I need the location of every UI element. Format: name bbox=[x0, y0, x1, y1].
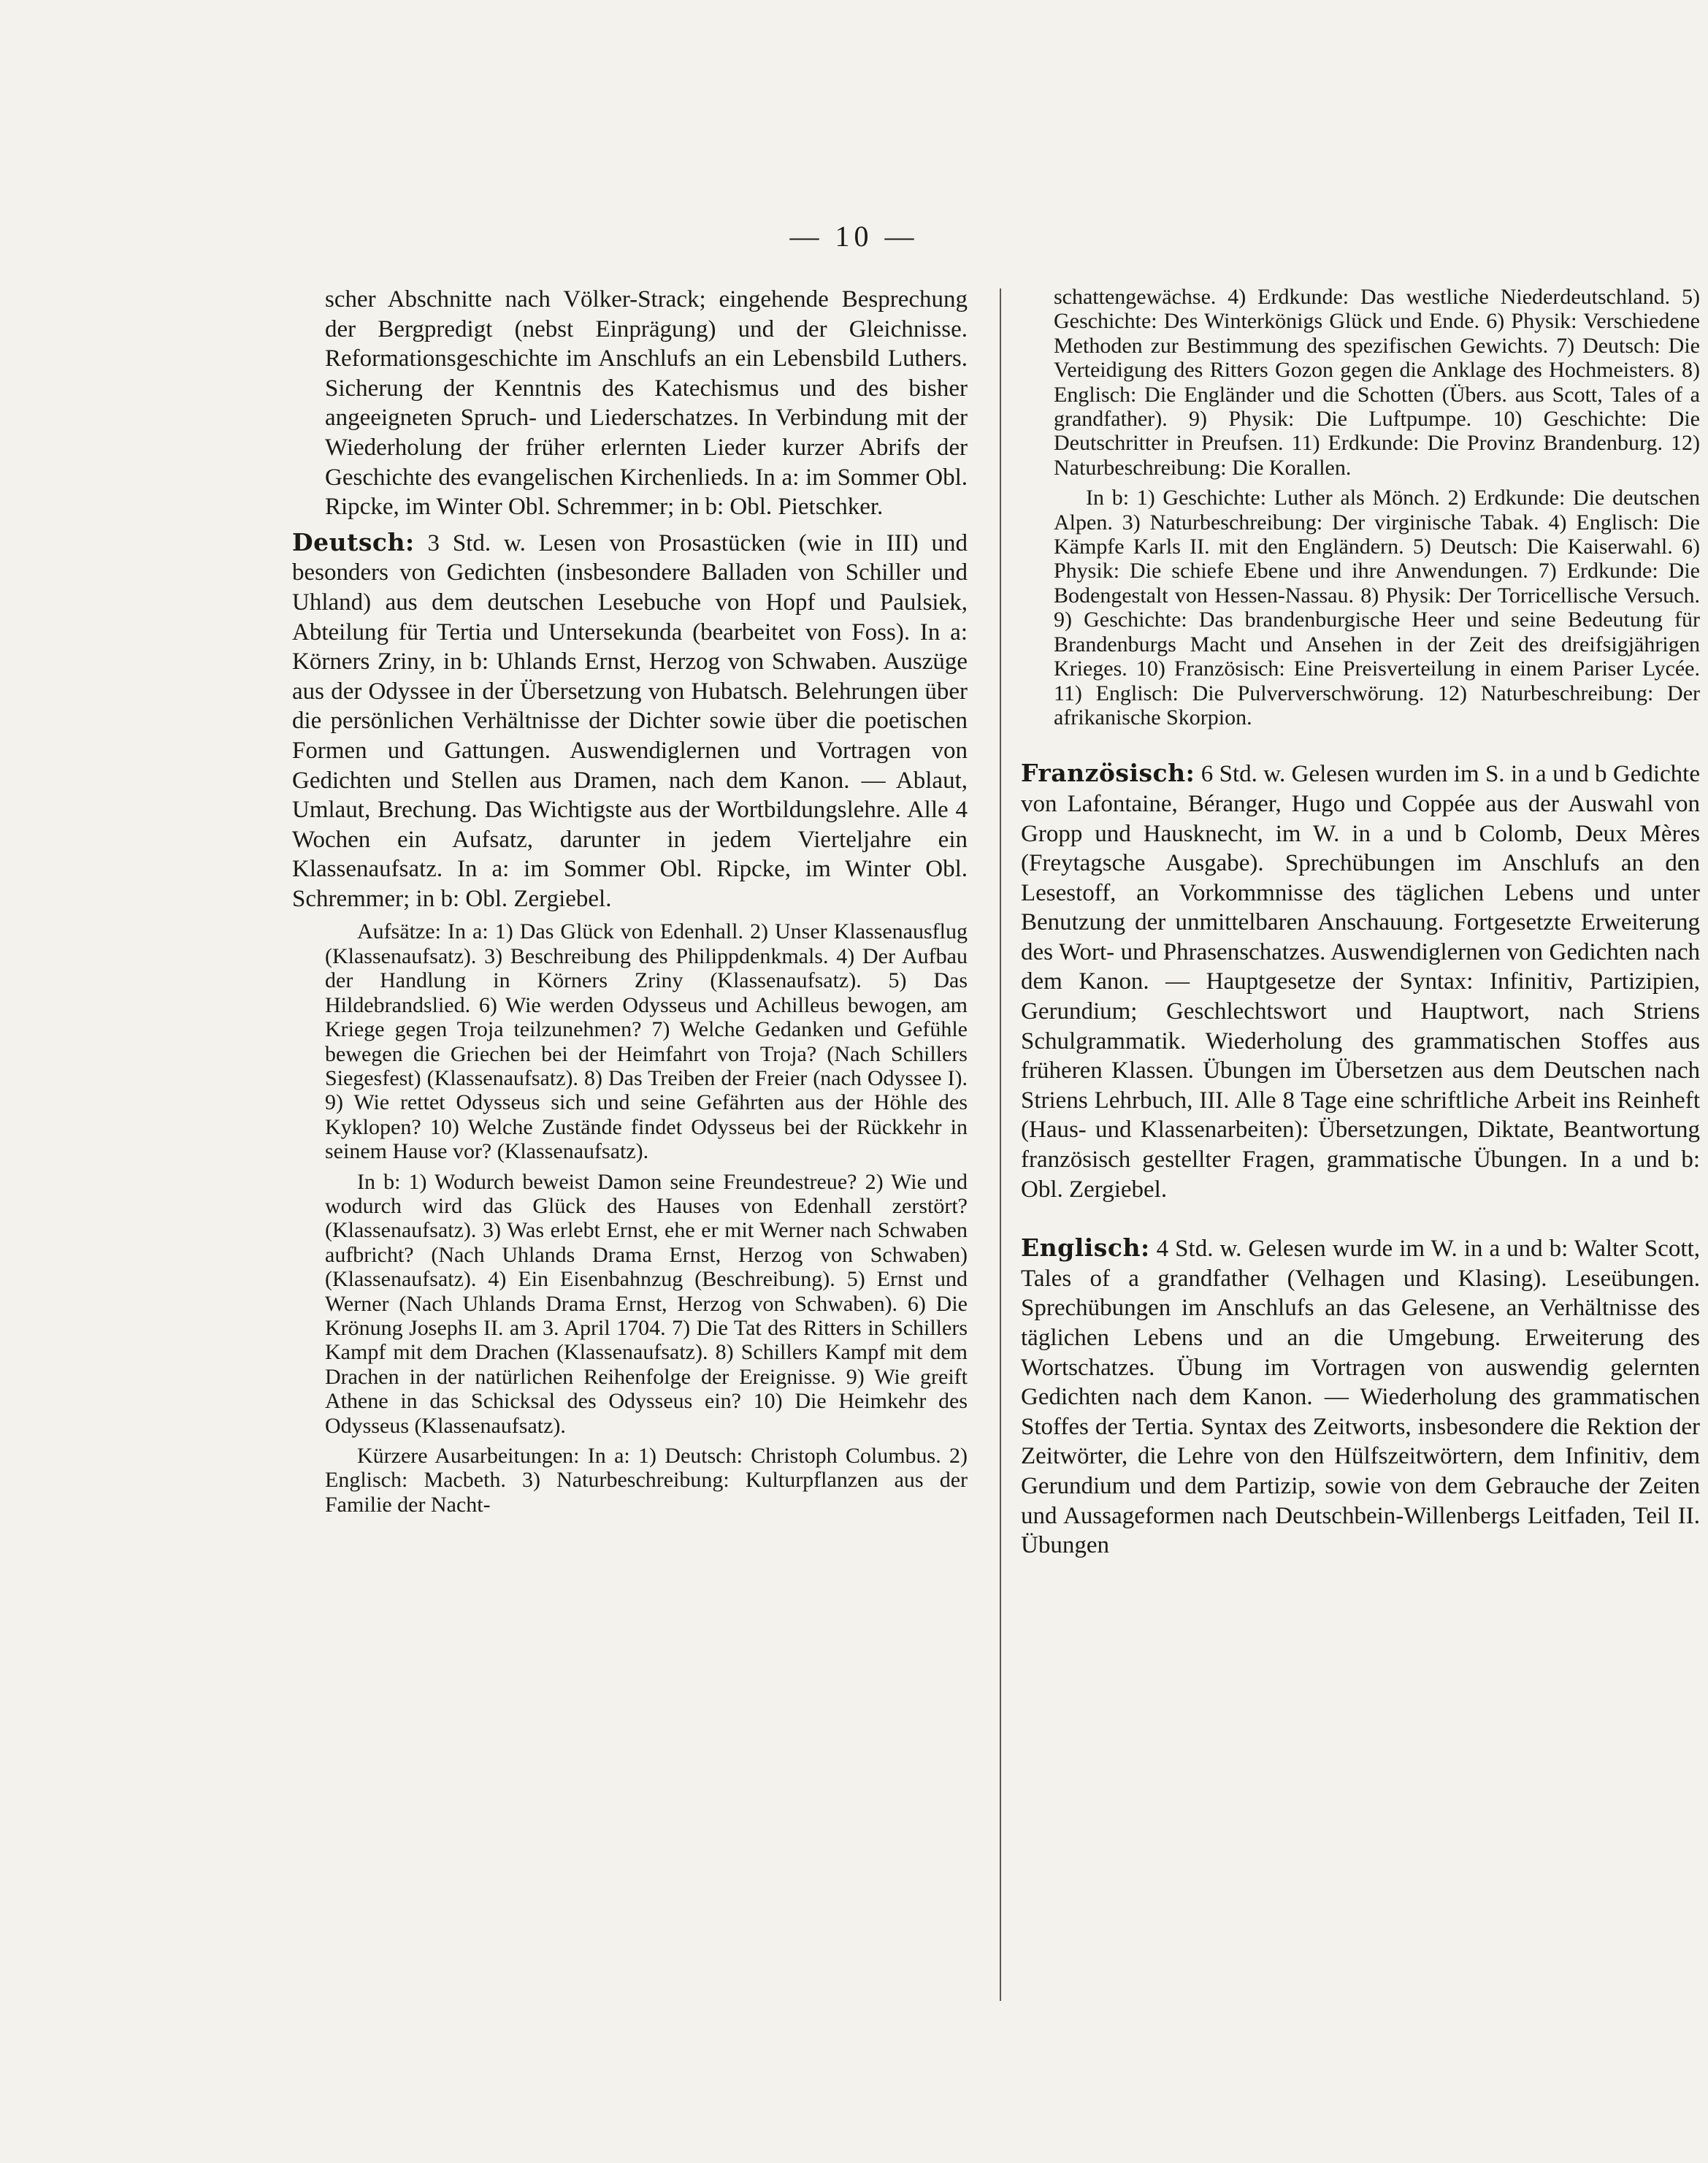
franzoesisch-section bbox=[1021, 759, 1700, 1204]
englisch-text: 4 Std. w. Gelesen wurde im W. in a und b: Walter Scott, Tales of a grandfather (Velhagen und Klasing). Leseübungen. Sprechübungen im Anschlufs an das Gelesene, an Verhältnisse des täglichen Lebens und an die Umgebung. Erweiterung des Wortschatzes. Übung im Vortragen von auswendig gelernten Gedichten nach dem Kanon. — Wiederholung des grammatischen Stoffes der Tertia. Syntax des Zeitworts, insbesondere die Rektion der Zeitwörter, die Lehre von den Hülfszeitwörtern, dem Infinitiv, dem Gerundium und dem Partizip, sowie von dem Gebrauche der Zeiten und Aussageformen nach Deutschbein-Willenbergs Leitfaden, Teil II. Übungen bbox=[1021, 1236, 1700, 1559]
englisch-heading: Englisch: bbox=[1021, 1233, 1150, 1263]
deutsch-text: 3 Std. w. Lesen von Prosastücken (wie in III) und besonders von Gedichten (insbesondere Balladen von Schiller und Uhland) aus dem deutschen Lesebuche von Hopf und Paulsiek, Abteilung für Tertia und Untersekunda (bearbeitet von Foss). In a: Körners Zriny, in b: Uhlands Ernst, Herzog von Schwaben. Auszüge aus der Odyssee in der Übersetzung von Hubatsch. Belehrungen über die persönlichen Verhältnisse der Dichter sowie über die poetischen Formen und Gattungen. Auswendiglernen und Vortragen von Gedichten und Stellen aus Dramen, nach dem Kanon. — Ablaut, Umlaut, Brechung. Das Wichtigste aus der Wortbildungslehre. Alle 4 Wochen ein Aufsatz, darunter in jedem Vierteljahre ein Klassenaufsatz. In a: im Sommer Obl. Ripcke, im Winter Obl. Schremmer; in b: Obl. Zergiebel. bbox=[292, 529, 968, 912]
englisch-section bbox=[1021, 1233, 1700, 1561]
page-number: — 10 — bbox=[789, 220, 919, 253]
kuerzere-a-continued: schattengewächse. 4) Erdkunde: Das westliche Niederdeutschland. 5) Geschichte: Des Winterkönigs Glück und Ende. 6) Physik: Verschiedene Methoden zur Bestimmung des spezifischen Gewichts. 7) Deutsch: Die Verteidigung des Ritters Gozon gegen die Anklage des Hochmeisters. 8) Englisch: Die Engländer und die Schotten (Übers. aus Scott, Tales of a grandfather). 9) Physik: Die Luftpumpe. 10) Geschichte: Die Deutschritter in Preufsen. 11) Erdkunde: Die Provinz Brandenburg. 12) Naturbeschreibung: Die Korallen. bbox=[1054, 285, 1700, 480]
kuerzere-b: In b: 1) Geschichte: Luther als Mönch. 2) Erdkunde: Die deutschen Alpen. 3) Naturbeschreibung: Der virginische Tabak. 4) Englisch: Die Kämpfe Karls II. mit den Engländern. 5) Deutsch: Die Kaiserwahl. 6) Physik: Die schiefe Ebene und ihre Anwendungen. 7) Erdkunde: Die Bodengestalt von Hessen-Nassau. 8) Physik: Der Torricellische Versuch. 9) Geschichte: Das brandenburgische Heer und seine Bedeutung für Brandenburgs Macht und Ansehen in der Zeit des dreifsigjährigen Krieges. 10) Französisch: Eine Preisverteilung in einem Pariser Lycée. 11) Englisch: Die Pulververschwörung. 12) Naturbeschreibung: Der afrikanische Skorpion. bbox=[1054, 486, 1700, 730]
aufsaetze-a: Aufsätze: In a: 1) Das Glück von Edenhall. 2) Unser Klassenausflug (Klassenaufsatz). 3) Beschreibung des Philippdenkmals. 4) Der Aufbau der Handlung in Körners Zriny (Klassenaufsatz). 5) Das Hildebrandslied. 6) Wie werden Odysseus und Achilleus bewogen, am Kriege gegen Troja teilzunehmen? 7) Welche Gedanken und Gefühle bewegen die Griechen bei der Heimfahrt von Troja? (Nach Schillers Siegesfest) (Klassenaufsatz). 8) Das Treiben der Freier (nach Odyssee I). 9) Wie rettet Odysseus sich und seine Gefährten aus der Höhle des Kyklopen? 10) Welche Zustände findet Odysseus bei der Rückkehr in seinem Hause vor? (Klassenaufsatz). bbox=[325, 919, 968, 1164]
deutsch-section bbox=[292, 528, 968, 914]
kuerzere-ausarbeitungen: Kürzere Ausarbeitungen: In a: 1) Deutsch: Christoph Columbus. 2) Englisch: Macbeth. 3) Naturbeschreibung: Kulturpflanzen aus der Familie der Nacht- bbox=[325, 1444, 968, 1517]
right-column bbox=[1021, 285, 1700, 1561]
religion-continuation: scher Abschnitte nach Völker-Strack; eingehende Besprechung der Bergpredigt (nebst Einprägung) und der Gleichnisse. Reformationsgeschichte im Anschlufs an ein Lebensbild Luthers. Sicherung der Kenntnis des Katechismus und des bisher angeeigneten Spruch- und Liederschatzes. In Verbindung mit der Wiederholung der früher erlernten Lieder kurzer Abrifs der Geschichte des evangelischen Kirchenlieds. In a: im Sommer Obl. Ripcke, im Winter Obl. Schremmer; in b: Obl. Pietschker. bbox=[325, 286, 968, 521]
column-divider bbox=[1000, 288, 1001, 2001]
deutsch-heading: Deutsch: bbox=[292, 527, 415, 556]
left-column bbox=[292, 285, 968, 1517]
franzoesisch-heading: Französisch: bbox=[1021, 759, 1195, 788]
aufsaetze-b: In b: 1) Wodurch beweist Damon seine Freundestreue? 2) Wie und wodurch wird das Glück des Hauses von Edenhall zerstört? (Klassenaufsatz). 3) Was erlebt Ernst, ehe er mit Werner nach Schwaben aufbricht? (Nach Uhlands Drama Ernst, Herzog von Schwaben) (Klassenaufsatz). 4) Ein Eisenbahnzug (Beschreibung). 5) Ernst und Werner (Nach Uhlands Drama Ernst, Herzog von Schwaben). 6) Die Krönung Josephs II. am 3. April 1704. 7) Die Tat des Ritters in Schillers Kampf mit dem Drachen (Klassenaufsatz). 8) Schillers Kampf mit dem Drachen in der natürlichen Reihenfolge der Ereignisse. 9) Wie greift Athene in das Schicksal des Odysseus ein? 10) Die Heimkehr des Odysseus (Klassenaufsatz). bbox=[325, 1169, 968, 1438]
franzoesisch-text: 6 Std. w. Gelesen wurden im S. in a und b Gedichte von Lafontaine, Béranger, Hugo und Coppée aus der Auswahl von Gropp und Hausknecht, im W. in a und b Colomb, Deux Mères (Freytagsche Ausgabe). Sprechübungen im Anschlufs an den Lesestoff, an Vorkommnisse des täglichen Lebens und unter Benutzung der unmittelbaren Anschauung. Fortgesetzte Erweiterung des Wort- und Phrasenschatzes. Auswendiglernen von Gedichten nach dem Kanon. — Hauptgesetze der Syntax: Infinitiv, Partizipien, Gerundium; Geschlechtswort und Hauptwort, nach Striens Schulgrammatik. Wiederholung des grammatischen Stoffes aus früheren Klassen. Übungen im Übersetzen aus dem Deutschen nach Striens Lehrbuch, III. Alle 8 Tage eine schriftliche Arbeit ins Reinheft (Haus- und Klassenarbeiten): Übersetzungen, Diktate, Beantwortung französisch gestellter Fragen, grammatische Übungen. In a und b: Obl. Zergiebel. bbox=[1021, 761, 1700, 1203]
